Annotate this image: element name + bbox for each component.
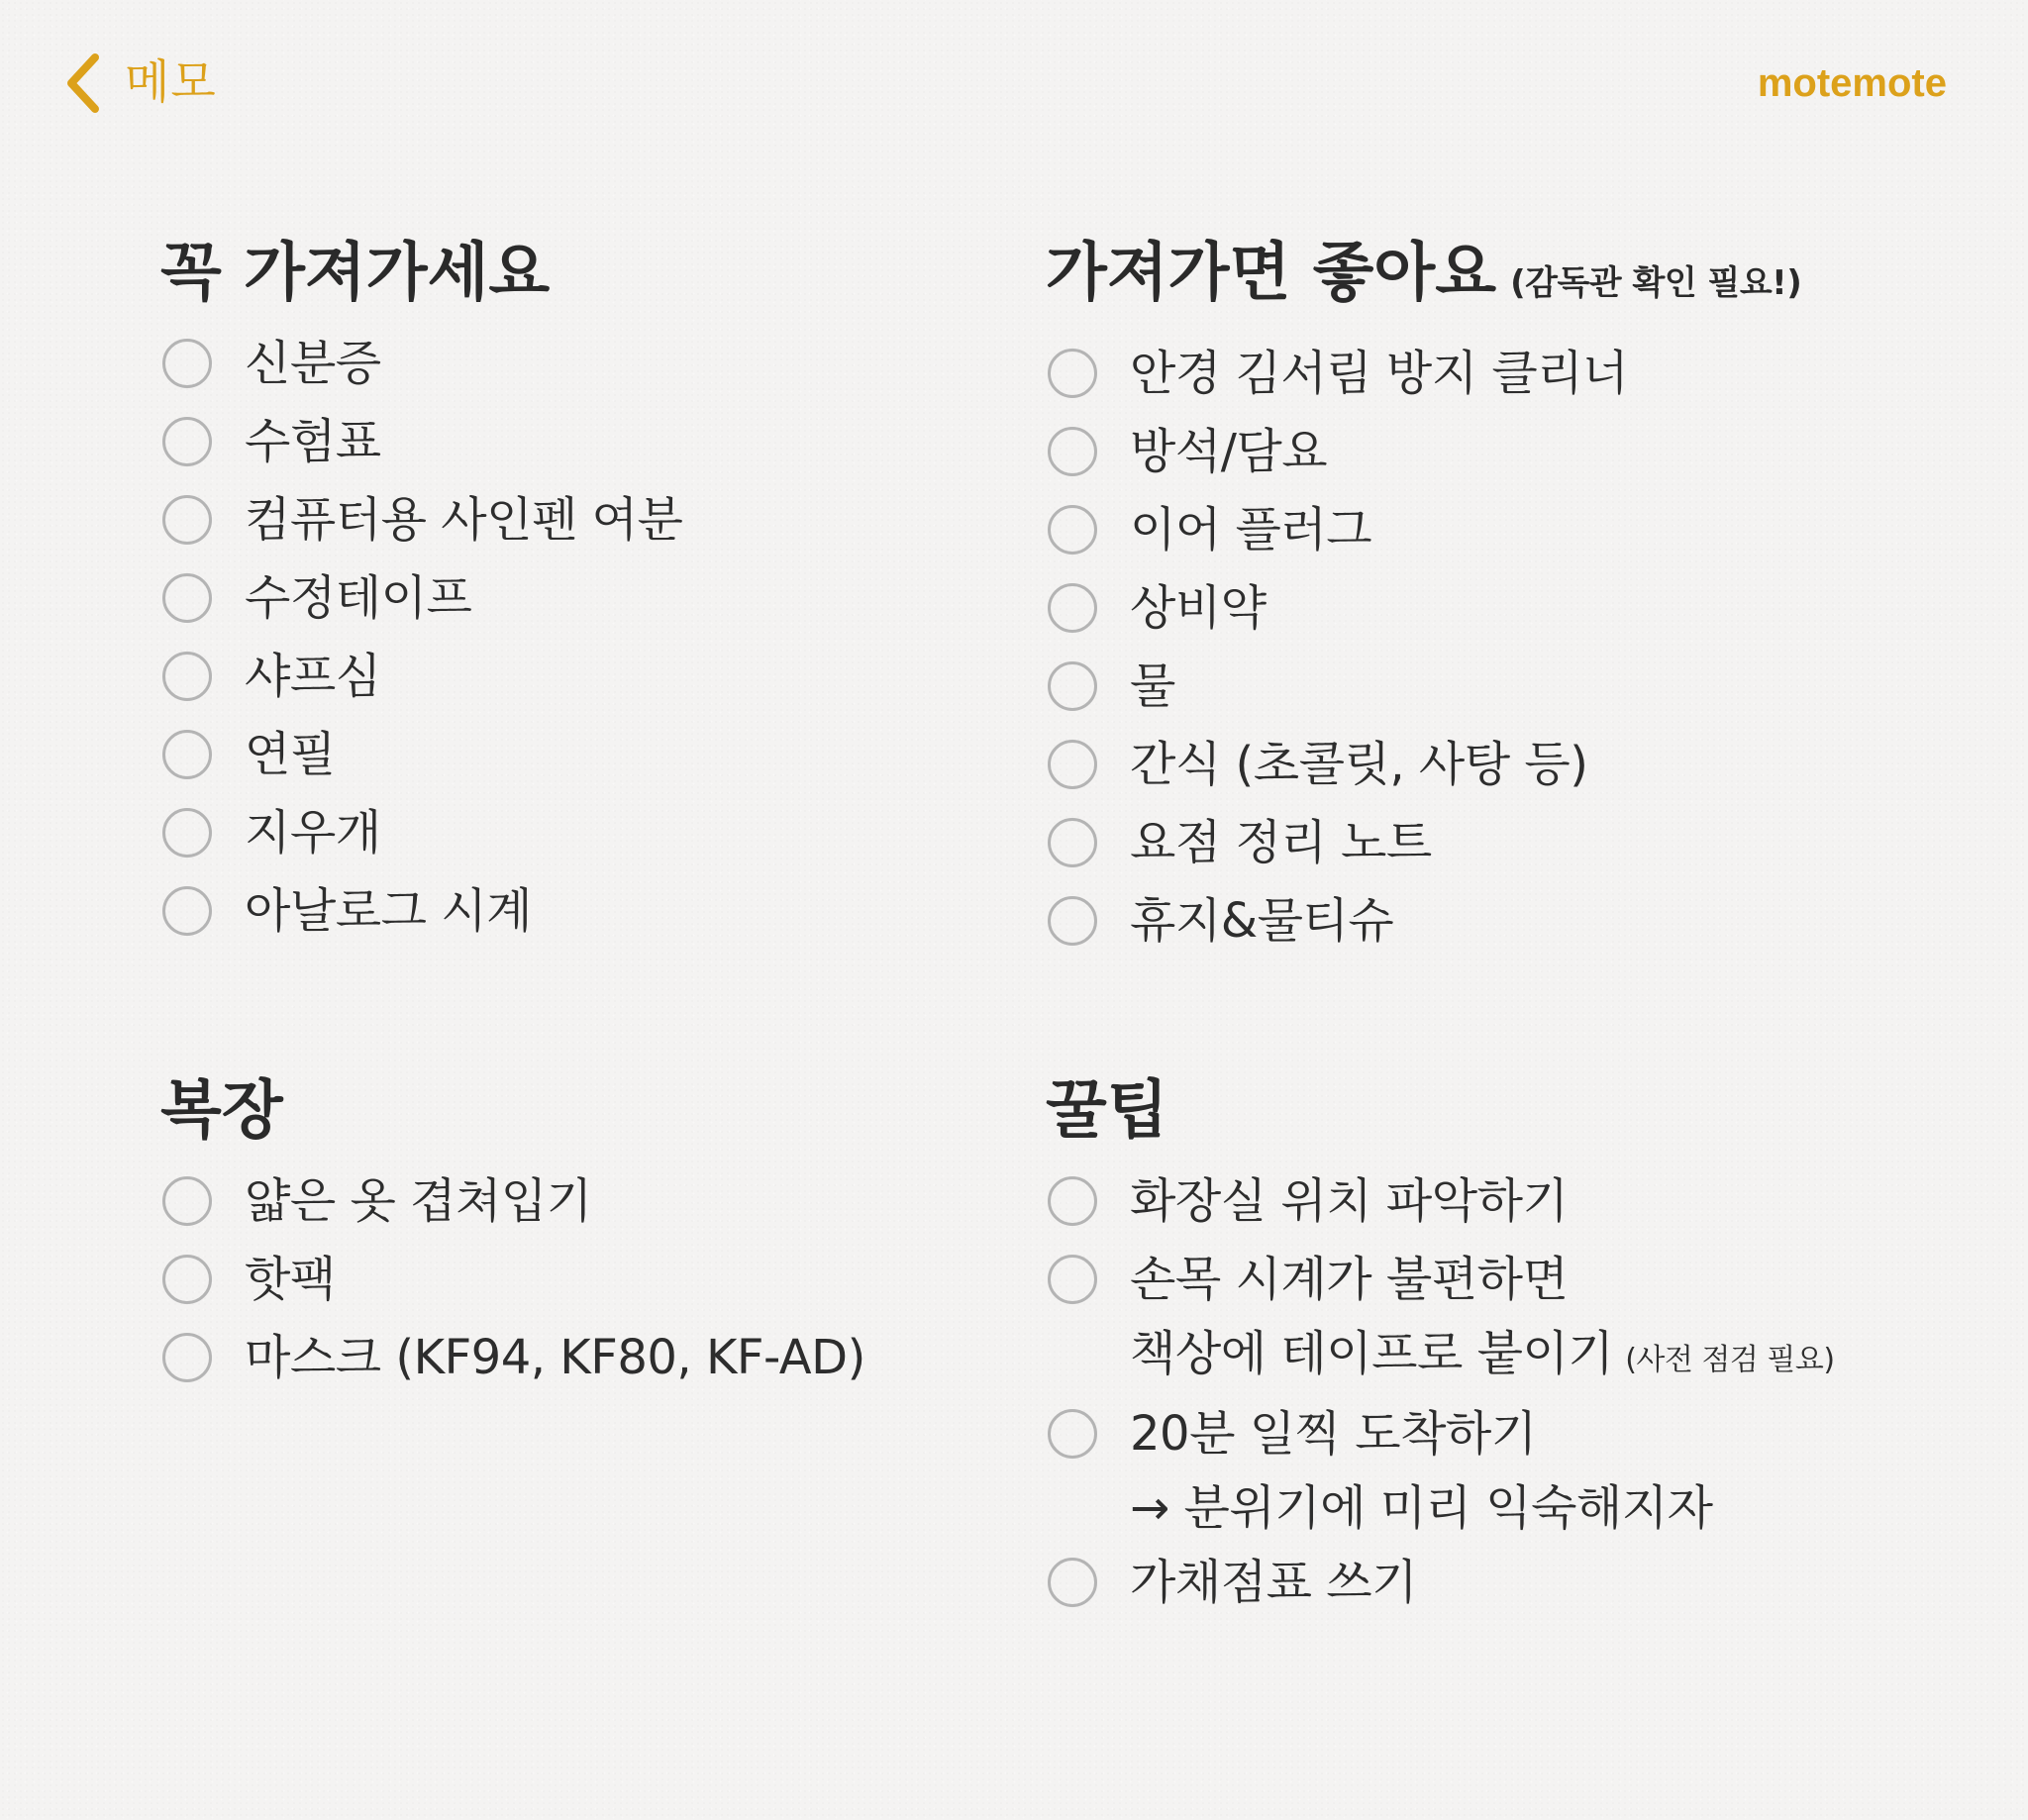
- checkbox[interactable]: [1048, 1176, 1097, 1226]
- checkbox[interactable]: [162, 495, 212, 545]
- section-title: [160, 234, 682, 313]
- checklist-item-line: → 분위기에 미리 익숙해지자: [1130, 1480, 1713, 1536]
- checklist-item: [160, 1321, 865, 1399]
- section-must-bring: [160, 234, 682, 953]
- checklist: [160, 1164, 865, 1399]
- checklist-item: [1046, 415, 1801, 493]
- checklist-item: [160, 874, 682, 953]
- checklist-item-label: [1130, 1243, 1835, 1397]
- checklist-item-label: 수정테이프: [245, 570, 472, 626]
- checklist-item: [160, 718, 682, 796]
- checklist-item-line: 손목 시계가 불편하면: [1130, 1252, 1569, 1307]
- checklist-item: [1046, 1546, 1835, 1624]
- checklist-item-label: 수험표: [245, 414, 381, 469]
- back-button[interactable]: [61, 51, 217, 115]
- checkbox[interactable]: [162, 730, 212, 779]
- checklist-item-label: 컴퓨터용 사인펜 여분: [245, 492, 683, 548]
- checklist-item-line: 화장실 위치 파악하기: [1130, 1173, 1569, 1229]
- checklist-item-label: 핫팩: [245, 1252, 336, 1307]
- section-title-text: 꼭 가져가세요: [160, 237, 551, 310]
- checklist: [160, 327, 682, 953]
- checkbox[interactable]: [1048, 349, 1097, 398]
- checklist-item: [160, 1243, 865, 1321]
- checklist-item-label: 상비약: [1130, 580, 1267, 636]
- checklist-item: [1046, 1397, 1835, 1546]
- checklist-item-note: (사전 점검 필요): [1625, 1343, 1835, 1377]
- checkbox[interactable]: [162, 339, 212, 388]
- checklist-item: [1046, 571, 1801, 650]
- checklist-item: [1046, 1164, 1835, 1243]
- checklist-item-label: [1130, 1164, 1568, 1239]
- checkbox[interactable]: [162, 808, 212, 858]
- checklist-item-line: 가채점표 쓰기: [1130, 1555, 1417, 1610]
- checkbox[interactable]: [162, 417, 212, 466]
- checklist-item-label: 안경 김서림 방지 클리너: [1130, 346, 1628, 401]
- checklist-item: [1046, 1243, 1835, 1397]
- checkbox[interactable]: [1048, 818, 1097, 867]
- checkbox[interactable]: [1048, 1255, 1097, 1304]
- checklist-item-label: 샤프심: [245, 649, 381, 704]
- checklist-item-label: 얇은 옷 겹쳐입기: [245, 1173, 592, 1229]
- checklist-item-line: 20분 일찍 도착하기: [1130, 1406, 1537, 1462]
- section-title-note: (감독관 확인 필요!): [1510, 263, 1802, 303]
- section-title-text: 꿀팁: [1046, 1074, 1168, 1148]
- section-title: [160, 1071, 865, 1151]
- checklist-item: [160, 327, 682, 405]
- checklist-item: [1046, 884, 1801, 962]
- section-title-text: 복장: [160, 1074, 283, 1148]
- checklist-item-label: 이어 플러그: [1130, 502, 1372, 557]
- checklist-item-label: 휴지&물티슈: [1130, 893, 1394, 949]
- checklist-item-label: 아날로그 시계: [245, 883, 532, 939]
- section-nice-to-bring: [1046, 234, 1801, 962]
- checklist-item: [1046, 806, 1801, 884]
- checklist: [1046, 337, 1801, 962]
- checklist-item-label: 방석/담요: [1130, 424, 1328, 479]
- section-clothes: [160, 1071, 865, 1399]
- brand-logo: motemote: [1757, 61, 1947, 105]
- checkbox[interactable]: [1048, 661, 1097, 711]
- checkbox[interactable]: [162, 1255, 212, 1304]
- checklist-item-label: 물: [1130, 658, 1175, 714]
- checkbox[interactable]: [1048, 1558, 1097, 1607]
- checkbox[interactable]: [162, 886, 212, 936]
- checkbox[interactable]: [1048, 896, 1097, 946]
- top-bar: [0, 0, 2028, 168]
- checklist-item: [160, 796, 682, 874]
- checkbox[interactable]: [1048, 740, 1097, 789]
- checklist-item: [160, 483, 682, 561]
- chevron-left-icon: [61, 51, 105, 115]
- checklist-item: [1046, 337, 1801, 415]
- checklist-item-label: 지우개: [245, 805, 381, 860]
- back-label: 메모: [125, 55, 217, 110]
- checklist-item-line: [1130, 1317, 1835, 1397]
- checklist-item: [1046, 650, 1801, 728]
- checkbox[interactable]: [1048, 583, 1097, 633]
- checkbox[interactable]: [162, 1333, 212, 1382]
- checklist-item-line-text: 책상에 테이프로 붙이기: [1130, 1326, 1614, 1381]
- checklist-item: [160, 561, 682, 640]
- checkbox[interactable]: [1048, 505, 1097, 555]
- checklist-item-label: 신분증: [245, 336, 381, 391]
- checkbox[interactable]: [162, 1176, 212, 1226]
- checklist-item-label: 요점 정리 노트: [1130, 815, 1432, 870]
- checklist-item-label: [1130, 1546, 1417, 1620]
- checklist-item: [160, 640, 682, 718]
- checklist-item: [1046, 493, 1801, 571]
- checklist-item-label: [1130, 1397, 1713, 1546]
- section-title: [1046, 234, 1801, 323]
- section-title: [1046, 1071, 1835, 1151]
- section-tips: [1046, 1071, 1835, 1624]
- section-title-text: 가져가면 좋아요: [1046, 237, 1497, 310]
- checkbox[interactable]: [1048, 1409, 1097, 1459]
- checklist-item: [160, 1164, 865, 1243]
- checklist-item: [160, 405, 682, 483]
- checkbox[interactable]: [1048, 427, 1097, 476]
- checklist-item: [1046, 728, 1801, 806]
- checkbox[interactable]: [162, 652, 212, 701]
- checklist-item-label: 마스크 (KF94, KF80, KF-AD): [245, 1330, 865, 1385]
- checklist-item-label: 연필: [245, 727, 336, 782]
- checklist: [1046, 1164, 1835, 1624]
- checklist-item-label: 간식 (초콜릿, 사탕 등): [1130, 737, 1588, 792]
- checkbox[interactable]: [162, 573, 212, 623]
